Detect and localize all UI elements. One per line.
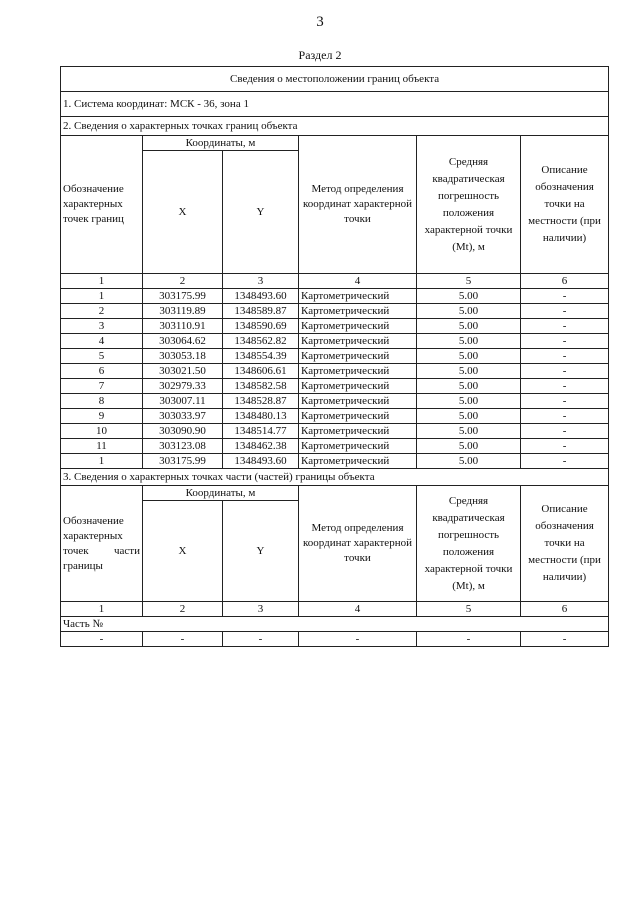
- table-cell: 3: [61, 319, 143, 334]
- table-cell: 303064.62: [143, 334, 223, 349]
- table-row: [61, 319, 609, 334]
- table-cell: 5.00: [417, 409, 521, 424]
- column-numbers-row: [61, 602, 609, 617]
- table-cell: 1: [61, 289, 143, 304]
- table-cell: -: [521, 349, 609, 364]
- table-cell: -: [521, 319, 609, 334]
- table-cell: 5.00: [417, 439, 521, 454]
- table-cell: -: [143, 632, 223, 647]
- table-cell: Картометрический: [299, 409, 417, 424]
- table-row: [61, 364, 609, 379]
- part-label: Часть №: [61, 617, 609, 632]
- table-cell: 5.00: [417, 424, 521, 439]
- table-row: [61, 632, 609, 647]
- table-cell: Картометрический: [299, 349, 417, 364]
- table-cell: 2: [61, 304, 143, 319]
- table-row: [61, 394, 609, 409]
- table-cell: -: [417, 632, 521, 647]
- table-cell: 303007.11: [143, 394, 223, 409]
- column-number-cell: 5: [417, 602, 521, 617]
- table-row: [61, 379, 609, 394]
- table-cell: 303033.97: [143, 409, 223, 424]
- table-cell: 8: [61, 394, 143, 409]
- table-cell: 1348589.87: [223, 304, 299, 319]
- table-cell: 9: [61, 409, 143, 424]
- table-cell: Картометрический: [299, 424, 417, 439]
- table-cell: 1348554.39: [223, 349, 299, 364]
- table-row: [61, 349, 609, 364]
- col-coords-header: Координаты, м: [143, 136, 299, 151]
- boundary-table: [60, 66, 609, 647]
- table-cell: Картометрический: [299, 289, 417, 304]
- column-number-cell: 3: [223, 274, 299, 289]
- col-error-header: Средняя квадратическая погрешность положения характерной точки (Mt), м: [417, 486, 521, 602]
- column-number-cell: 2: [143, 602, 223, 617]
- column-number-cell: 6: [521, 602, 609, 617]
- table-cell: 5.00: [417, 379, 521, 394]
- table-cell: 11: [61, 439, 143, 454]
- table-cell: 6: [61, 364, 143, 379]
- table-row: [61, 454, 609, 469]
- table-cell: 1348493.60: [223, 289, 299, 304]
- table-cell: -: [521, 424, 609, 439]
- table-cell: -: [521, 379, 609, 394]
- table-cell: Картометрический: [299, 364, 417, 379]
- table-cell: 1348514.77: [223, 424, 299, 439]
- table-cell: -: [521, 454, 609, 469]
- table-cell: -: [521, 304, 609, 319]
- table-cell: 5.00: [417, 334, 521, 349]
- table-cell: 4: [61, 334, 143, 349]
- column-number-cell: 3: [223, 602, 299, 617]
- table-cell: 303123.08: [143, 439, 223, 454]
- column-number-cell: 1: [61, 274, 143, 289]
- table-row: [61, 334, 609, 349]
- col-error-header: Средняя квадратическая погрешность положения характерной точки (Mt), м: [417, 136, 521, 274]
- table-cell: Картометрический: [299, 379, 417, 394]
- table-cell: 5.00: [417, 349, 521, 364]
- section2-title: 2. Сведения о характерных точках границ объекта: [61, 117, 609, 136]
- table-cell: 1348462.38: [223, 439, 299, 454]
- table-title: Сведения о местоположении границ объекта: [61, 67, 609, 92]
- table-row: [61, 304, 609, 319]
- col-designation-part-header: Обозначение характерных точек части границы: [61, 486, 143, 602]
- table-cell: Картометрический: [299, 319, 417, 334]
- col-method-header: Метод определения координат характерной точки: [299, 486, 417, 602]
- table-cell: 303053.18: [143, 349, 223, 364]
- table-cell: 303090.90: [143, 424, 223, 439]
- column-numbers-row: [61, 274, 609, 289]
- table-cell: 5.00: [417, 289, 521, 304]
- table-cell: -: [521, 394, 609, 409]
- col-coords-header: Координаты, м: [143, 486, 299, 501]
- table-cell: 5.00: [417, 364, 521, 379]
- table-cell: 1348480.13: [223, 409, 299, 424]
- table-cell: 1: [61, 454, 143, 469]
- table-cell: 303021.50: [143, 364, 223, 379]
- table-cell: 1348562.82: [223, 334, 299, 349]
- col-y-header: Y: [223, 151, 299, 274]
- coord-system: 1. Система координат: МСК - 36, зона 1: [61, 92, 609, 117]
- table-cell: 303175.99: [143, 454, 223, 469]
- table-cell: 303175.99: [143, 289, 223, 304]
- section-title: Раздел 2: [298, 48, 342, 62]
- table-cell: 1348582.58: [223, 379, 299, 394]
- table-cell: Картометрический: [299, 334, 417, 349]
- table-cell: -: [61, 632, 143, 647]
- col-description-header: Описание обозначения точки на местности (при наличии): [521, 136, 609, 274]
- table-row: [61, 289, 609, 304]
- table-cell: -: [521, 409, 609, 424]
- table-cell: 1348606.61: [223, 364, 299, 379]
- table-cell: 5: [61, 349, 143, 364]
- table-cell: 1348493.60: [223, 454, 299, 469]
- table-cell: Картометрический: [299, 454, 417, 469]
- column-number-cell: 4: [299, 274, 417, 289]
- table-cell: -: [223, 632, 299, 647]
- table-cell: 5.00: [417, 319, 521, 334]
- table-cell: 7: [61, 379, 143, 394]
- table-row: [61, 424, 609, 439]
- col-x-header: X: [143, 501, 223, 602]
- table-cell: -: [521, 334, 609, 349]
- table-cell: 10: [61, 424, 143, 439]
- table-cell: -: [521, 632, 609, 647]
- table-cell: 1348528.87: [223, 394, 299, 409]
- table-cell: -: [521, 439, 609, 454]
- table-cell: 303119.89: [143, 304, 223, 319]
- col-designation-header: Обозначение характерных точек границ: [61, 136, 143, 274]
- column-number-cell: 5: [417, 274, 521, 289]
- table-cell: -: [521, 289, 609, 304]
- table-cell: 5.00: [417, 304, 521, 319]
- table-cell: Картометрический: [299, 439, 417, 454]
- table-cell: -: [299, 632, 417, 647]
- table-cell: -: [521, 364, 609, 379]
- table-cell: 5.00: [417, 394, 521, 409]
- table-cell: Картометрический: [299, 394, 417, 409]
- section3-title: 3. Сведения о характерных точках части (частей) границы объекта: [61, 469, 609, 486]
- column-number-cell: 4: [299, 602, 417, 617]
- table-cell: 303110.91: [143, 319, 223, 334]
- page-number: 3: [316, 14, 324, 30]
- col-y-header: Y: [223, 501, 299, 602]
- table-row: [61, 409, 609, 424]
- table-cell: 302979.33: [143, 379, 223, 394]
- table-cell: 1348590.69: [223, 319, 299, 334]
- column-number-cell: 2: [143, 274, 223, 289]
- col-method-header: Метод определения координат характерной точки: [299, 136, 417, 274]
- table-cell: 5.00: [417, 454, 521, 469]
- column-number-cell: 6: [521, 274, 609, 289]
- column-number-cell: 1: [61, 602, 143, 617]
- col-x-header: X: [143, 151, 223, 274]
- table-row: [61, 439, 609, 454]
- col-description-header: Описание обозначения точки на местности (при наличии): [521, 486, 609, 602]
- table-cell: Картометрический: [299, 304, 417, 319]
